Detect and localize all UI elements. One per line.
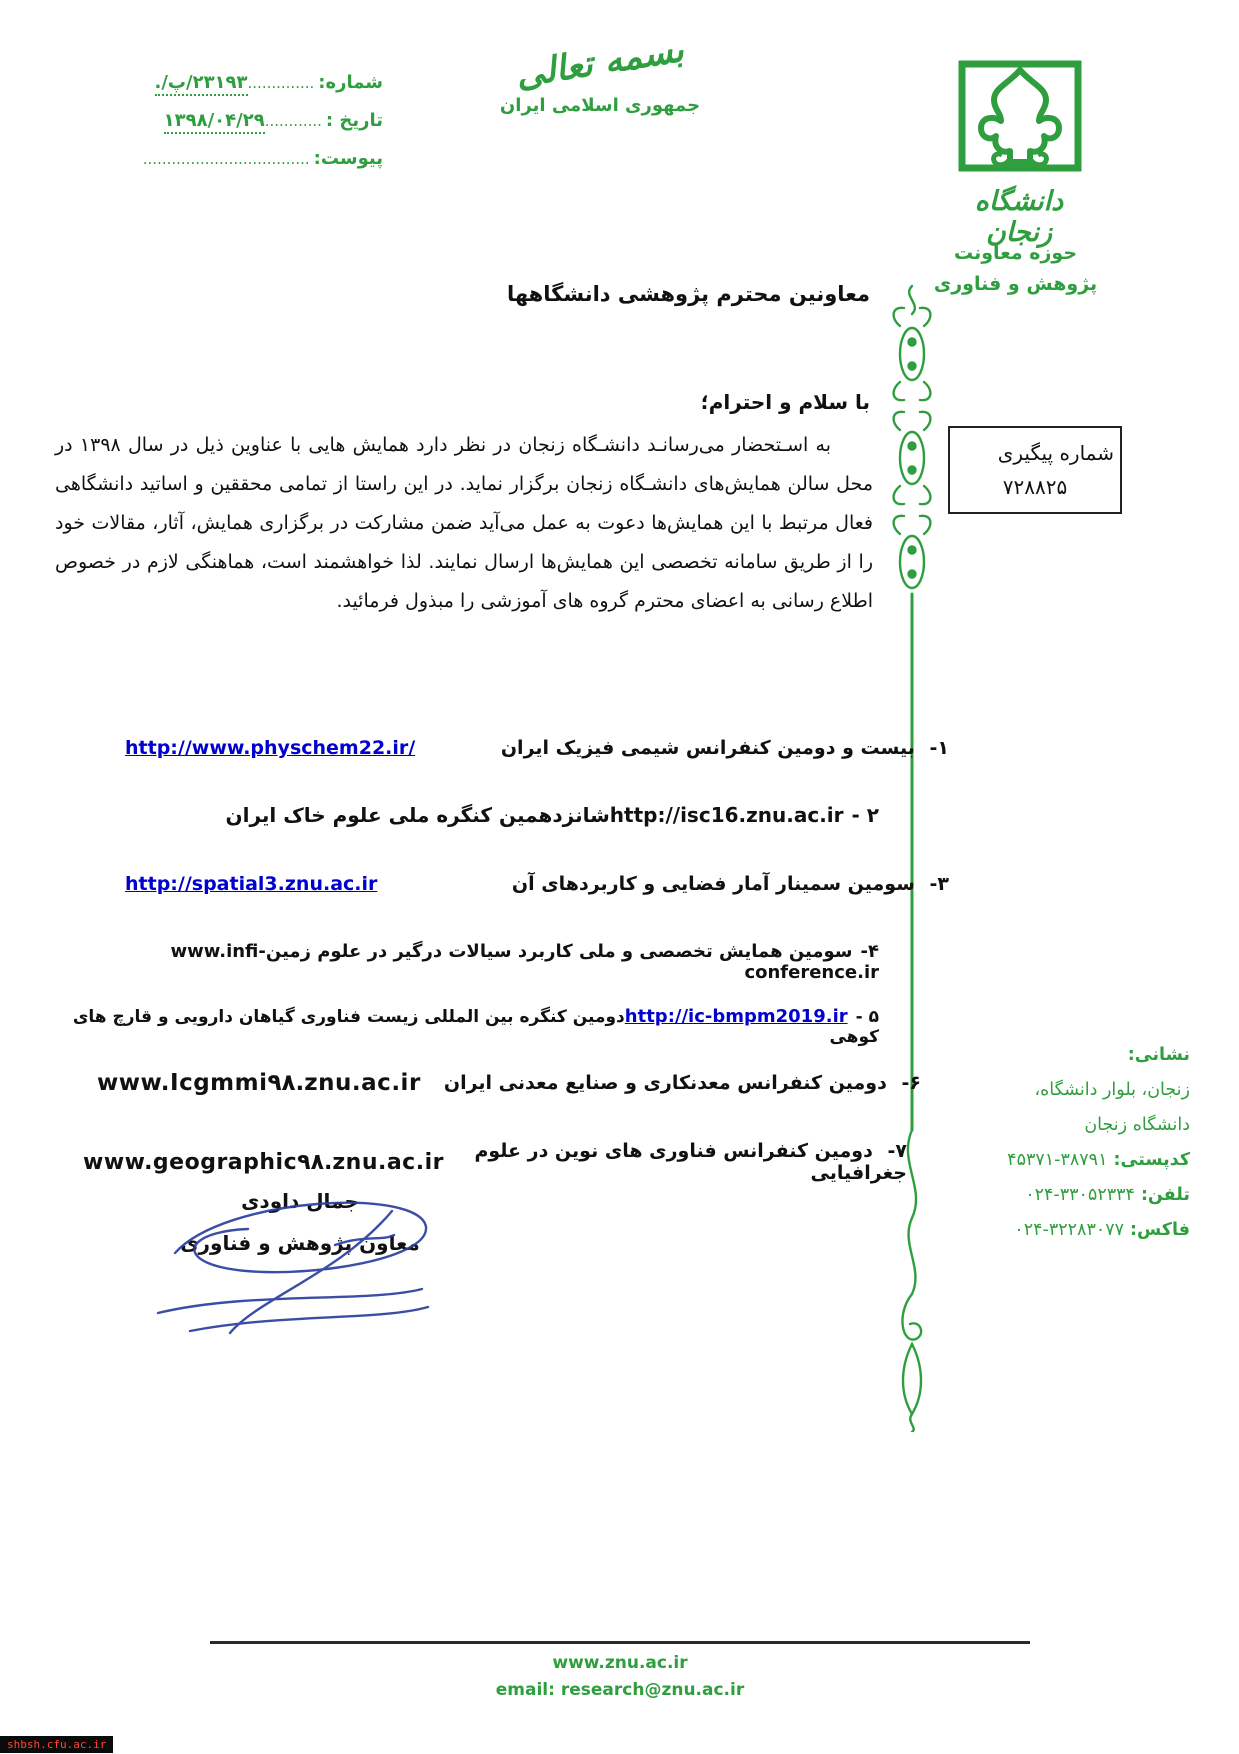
conference-item-1 xyxy=(55,737,949,759)
letter-body: به اسـتحضار می‌رسانـد دانشـگاه زنجان در نظر دارد همایش هایی با عناوین ذیل در سال ۱۳۹۸ در محل سالن همایش‌های دانشـگاه زنجان برگزار نماید. در این راستا از تمامی محققین و اساتید دانشگاهی فعال مرتبط با این همایش‌ها دعوت به عمل می‌آید ضمن مشارکت در برگزاری همایش، آثار، مقالات خود را از طریق سامانه تخصصی این همایش‌ها ارسال نمایند. لذا خواهشمند است، هماهنگی لازم در خصوص اطلاع رسانی به اعضای محترم گروه های آموزشی را مبذول فرمائید. xyxy=(55,434,873,612)
item-1-text: بیست و دومین کنفرانس شیمی فیزیک ایران xyxy=(500,737,915,759)
reference-fields xyxy=(48,72,383,186)
conference-7-title xyxy=(444,1140,907,1184)
handwritten-signature xyxy=(130,1175,470,1345)
attachment-label: پیوست: xyxy=(313,148,383,169)
fax-label: فاکس: xyxy=(1130,1220,1190,1240)
item-5-text: دومین کنگره بین المللی زیست فناوری گیاهان دارویی و قارچ های کوهی xyxy=(72,1007,879,1047)
date-dots: ............ xyxy=(264,112,322,130)
conference-1-title xyxy=(501,737,949,759)
letter-number-row xyxy=(48,72,383,93)
tracking-number-box xyxy=(948,426,1122,514)
dept-line1: حوزه معاونت xyxy=(953,242,1078,264)
address-label: نشانی: xyxy=(1127,1045,1190,1065)
conference-6-title xyxy=(444,1072,921,1094)
conference-item-5 xyxy=(55,1006,879,1047)
phone-row xyxy=(945,1178,1190,1213)
item-2-text: شانزدهمین کنگره ملی علوم خاک ایران xyxy=(225,803,610,827)
country-title: جمهوری اسلامی ایران xyxy=(499,95,701,116)
conference-item-4 xyxy=(55,941,879,983)
tracking-label: شماره پیگیری xyxy=(997,441,1114,465)
fax-row xyxy=(945,1213,1190,1248)
footer-website[interactable]: www.znu.ac.ir xyxy=(552,1653,688,1673)
conference-item-3 xyxy=(55,873,949,895)
dept-line2: پژوهش و فناوری xyxy=(933,273,1098,295)
item-3-text: سومین سمینار آمار فضایی و کاربردهای آن xyxy=(511,873,915,895)
item-6-number: ۶- xyxy=(901,1072,921,1094)
letter-date-value: ۱۳۹۸/۰۴/۲۹ xyxy=(164,110,265,134)
postal-label: کدپستی: xyxy=(1113,1150,1190,1170)
conference-1-link[interactable]: http://www.physchem22.ir/ xyxy=(125,737,416,759)
signatory-name: جمال داودی xyxy=(241,1189,359,1213)
conference-7-url: www.geographic۹۸.znu.ac.ir xyxy=(83,1149,444,1175)
signatory-title: معاون پژوهش و فناوری xyxy=(180,1231,420,1255)
item-7-number: ۷- xyxy=(887,1140,907,1162)
salutation: با سلام و احترام؛ xyxy=(700,390,870,414)
department-title xyxy=(918,238,1113,300)
header-center xyxy=(420,29,780,116)
fax-value: ۰۲۴-۳۲۲۸۳۰۷۷ xyxy=(1014,1220,1125,1240)
item-7-text: دومین کنفرانس فناوری های نوین در علوم جغرافیایی xyxy=(474,1140,907,1184)
contact-block xyxy=(945,1038,1190,1248)
footer xyxy=(210,1650,1030,1704)
attachment-dots: ................................... xyxy=(142,150,310,168)
university-logo-block xyxy=(940,58,1098,248)
item-4-number: ۴- xyxy=(860,941,879,962)
conference-5-link[interactable]: http://ic-bmpm2019.ir xyxy=(624,1006,848,1027)
attachment-row xyxy=(48,148,383,169)
item-1-number: ۱- xyxy=(929,737,949,759)
item-5-number: ۵ - xyxy=(855,1007,879,1027)
conference-3-link[interactable]: http://spatial3.znu.ac.ir xyxy=(125,873,378,895)
conference-6-url: www.Icgmmi۹۸.znu.ac.ir xyxy=(97,1070,421,1096)
ornamental-border-icon xyxy=(882,282,942,1432)
conference-4-url: www.infi-conference.ir xyxy=(170,941,879,983)
address-line2: دانشگاه زنجان xyxy=(1084,1115,1190,1135)
date-label: تاریخ : xyxy=(325,110,383,131)
letter-date-row xyxy=(48,110,383,131)
number-label: شماره: xyxy=(318,72,383,93)
footer-divider xyxy=(210,1641,1030,1644)
conference-item-6 xyxy=(55,1070,921,1096)
footer-email[interactable]: email: research@znu.ac.ir xyxy=(495,1680,745,1700)
letter-number-value: ۲۳۱۹۳/پ/. xyxy=(155,72,248,96)
conference-2-url: http://isc16.znu.ac.ir xyxy=(609,803,844,827)
number-dots: .............. xyxy=(247,74,315,92)
recipient-heading: معاونین محترم پژوهشی دانشگاهها xyxy=(506,282,870,306)
conference-3-title xyxy=(512,873,949,895)
logo-caption: دانشگاه زنجان xyxy=(974,186,1064,248)
tracking-value: ۷۲۸۸۲۵ xyxy=(1002,475,1068,499)
conference-item-2 xyxy=(55,803,879,827)
item-3-number: ۳- xyxy=(929,873,949,895)
postal-value: ۴۵۳۷۱-۳۸۷۹۱ xyxy=(1007,1150,1108,1170)
item-2-number: ۲ - xyxy=(851,803,879,827)
phone-value: ۰۲۴-۳۳۰۵۲۳۳۴ xyxy=(1025,1185,1135,1205)
watermark: shbsh.cfu.ac.ir xyxy=(0,1736,113,1753)
besmele-calligraphy: بسمه تعالی xyxy=(513,29,687,96)
postal-row xyxy=(945,1143,1190,1178)
item-4-text: سومین همایش تخصصی و ملی کاربرد سیالات درگیر در علوم زمین xyxy=(265,941,853,962)
item-6-text: دومین کنفرانس معدنکاری و صنایع معدنی ایران xyxy=(443,1072,887,1094)
university-logo-icon xyxy=(940,58,1098,186)
phone-label: تلفن: xyxy=(1140,1185,1190,1205)
address-line1: زنجان، بلوار دانشگاه، xyxy=(1034,1080,1190,1100)
